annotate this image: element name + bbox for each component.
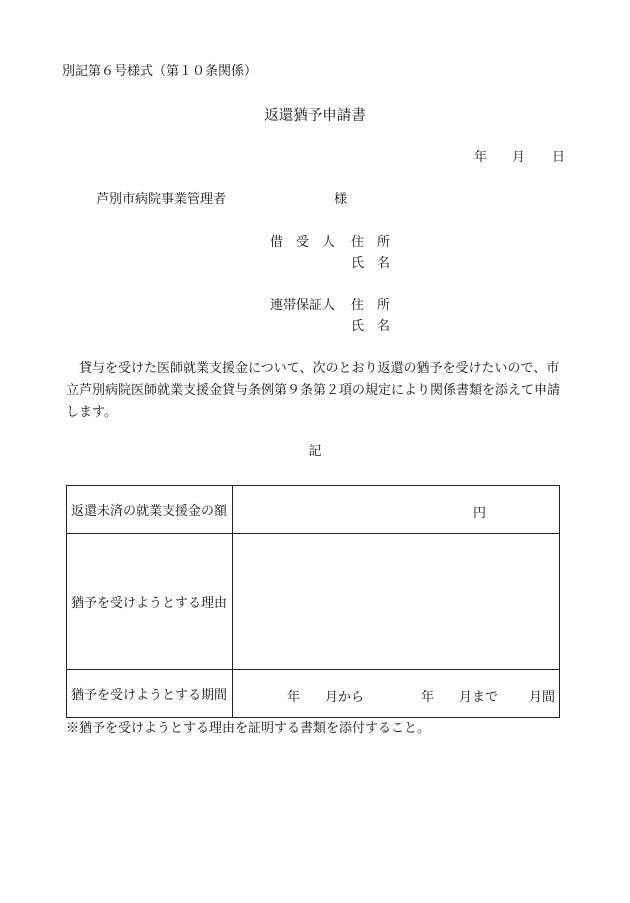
ki-heading: 記: [308, 444, 322, 459]
period-to-month: 月まで: [459, 690, 499, 705]
table-row: [67, 534, 560, 670]
table-row: [67, 670, 560, 718]
amount-cell[interactable]: [233, 486, 560, 534]
addressee-honorific: 様: [334, 192, 348, 207]
reason-cell[interactable]: [233, 534, 560, 670]
period-from-year: 年: [287, 690, 301, 705]
addressee-name: 芦別市病院事業管理者: [96, 192, 227, 207]
period-months: 月間: [529, 690, 556, 705]
amount-label: 返還未済の就業支援金の額: [67, 486, 233, 534]
period-to-year: 年: [421, 690, 435, 705]
reason-label: 猶予を受けようとする理由: [67, 534, 233, 670]
guarantor-name-label: 氏 名: [351, 319, 391, 334]
application-table: [66, 485, 560, 718]
form-number: 別記第６号様式（第１０条関係）: [62, 64, 258, 79]
date-day-label: 日: [552, 150, 566, 165]
footnote: ※猶予を受けようとする理由を証明する書類を添付すること。: [66, 721, 431, 736]
borrower-label: 借 受 人: [270, 235, 336, 250]
date-year-label: 年: [474, 150, 488, 165]
period-from-month: 月から: [325, 690, 365, 705]
document-title: 返還猶予申請書: [264, 108, 366, 124]
guarantor-label: 連帯保証人: [270, 298, 336, 313]
yen-unit: 円: [473, 506, 487, 521]
period-label: 猶予を受けようとする期間: [67, 670, 233, 718]
borrower-name-label: 氏 名: [351, 256, 391, 271]
body-paragraph: 貸与を受けた医師就業支援金について、次のとおり返還の猶予を受けたいので、市立芦別病院医師就業支援金貸与条例第９条第２項の規定により関係書類を添えて申請します。: [66, 361, 561, 420]
borrower-address-label: 住 所: [351, 235, 391, 250]
period-cell[interactable]: [233, 670, 560, 718]
table-row: [67, 486, 560, 534]
date-month-label: 月: [512, 150, 526, 165]
guarantor-address-label: 住 所: [351, 298, 391, 313]
